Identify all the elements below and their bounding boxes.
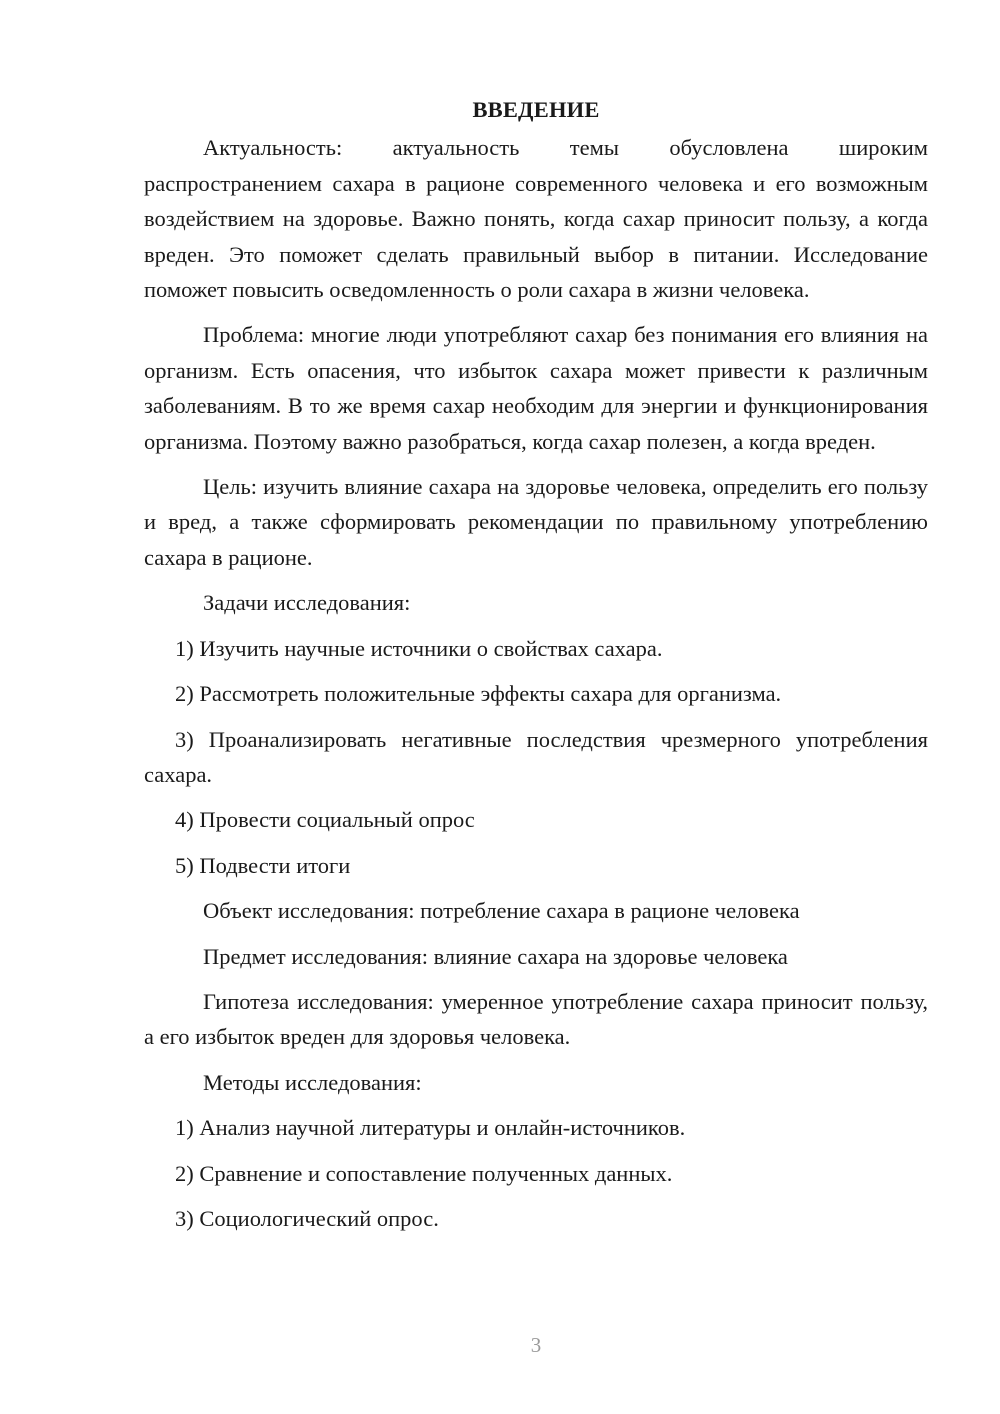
subject-line: Предмет исследования: влияние сахара на здоровье человека: [203, 943, 788, 969]
method-item: 1) Анализ научной литературы и онлайн-источников.: [175, 1115, 686, 1141]
task-item: 4) Провести социальный опрос: [175, 807, 475, 833]
relevance-paragraph: Актуальность: актуальность темы обусловлена широким распространением сахара в рационе современного человека и его возможным воздействием на здоровье. Важно понять, когда сахар приносит пользу, а когда вреден. Это поможет сделать правильный выбор в питании. Исследование поможет повысить осведомленность о роли сахара в жизни человека.: [144, 135, 928, 303]
method-item: 2) Сравнение и сопоставление полученных данных.: [175, 1160, 673, 1186]
methods-heading: Методы исследования:: [203, 1069, 422, 1095]
page-number: 3: [530, 1333, 542, 1357]
hypothesis-paragraph: Гипотеза исследования: умеренное употребление сахара приносит пользу, а его избыток вреден для здоровья человека.: [144, 988, 928, 1050]
goal-paragraph: Цель: изучить влияние сахара на здоровье человека, определить его пользу и вред, а также сформировать рекомендации по правильному употреблению сахара в рационе.: [144, 474, 928, 570]
object-line: Объект исследования: потребление сахара в рационе человека: [203, 898, 800, 924]
section-title: ВВЕДЕНИЕ: [472, 97, 600, 122]
task-item: 2) Рассмотреть положительные эффекты сахара для организма.: [175, 681, 782, 707]
task-item: 1) Изучить научные источники о свойствах сахара.: [175, 635, 663, 661]
method-item: 3) Социологический опрос.: [175, 1205, 439, 1231]
tasks-heading: Задачи исследования:: [203, 590, 411, 616]
task-item: 3) Проанализировать негативные последствия чрезмерного употребления сахара.: [144, 726, 928, 787]
task-item: 5) Подвести итоги: [175, 852, 351, 878]
problem-paragraph: Проблема: многие люди употребляют сахар без понимания его влияния на организм. Есть опасения, что избыток сахара может привести к различным заболеваниям. В то же время сахар необходим для энергии и функционирования организма. Поэтому важно разобраться, когда сахар полезен, а когда вреден.: [144, 322, 928, 454]
document-page: [144, 92, 928, 1246]
